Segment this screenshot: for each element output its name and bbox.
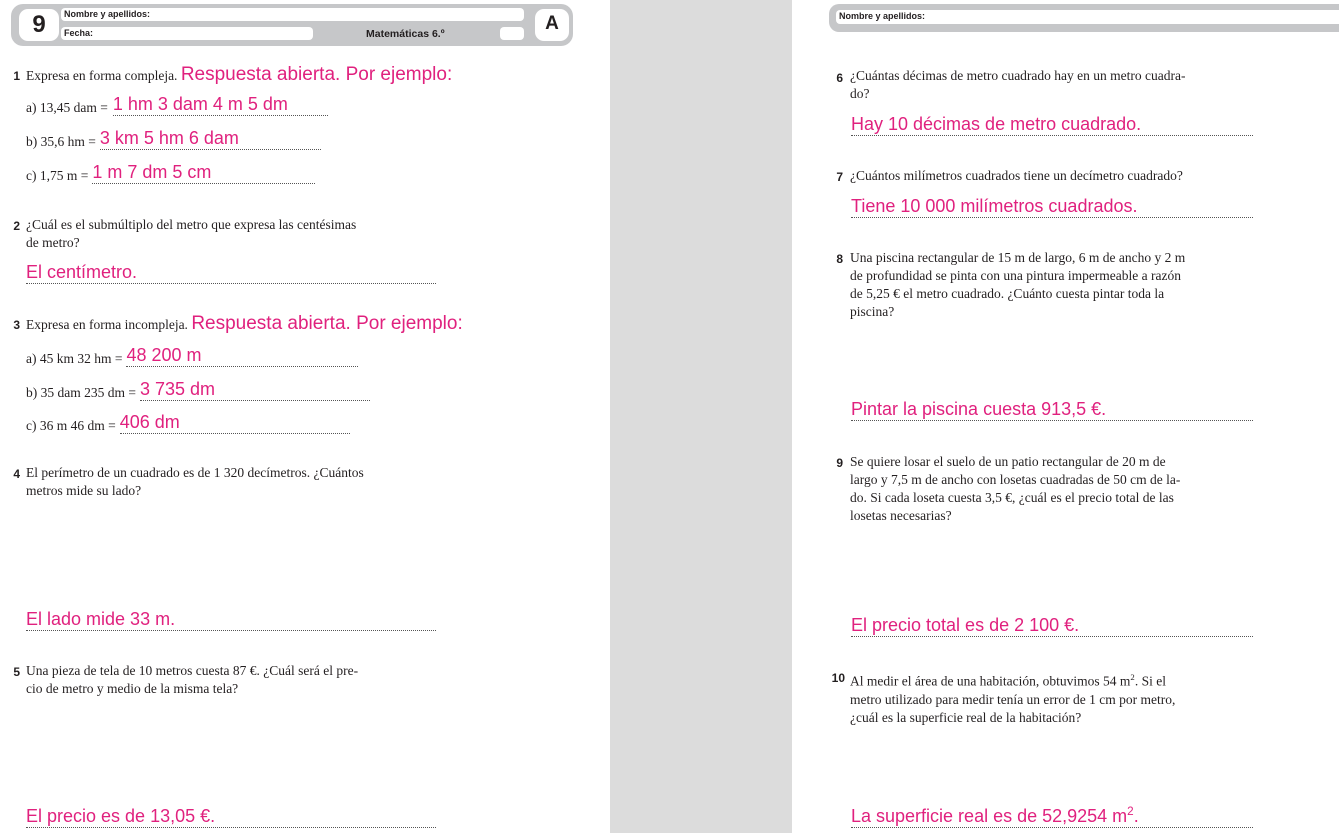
question-text: El perímetro de un cuadrado es de 1 320 decímetros. ¿Cuántos	[26, 465, 364, 480]
item-label: a) 13,45 dam =	[26, 100, 108, 115]
question-text: Una piscina rectangular de 15 m de largo, 6 m de ancho y 2 m	[850, 250, 1186, 265]
item-label: b) 35 dam 235 dm =	[26, 385, 136, 400]
answer-row	[26, 128, 321, 150]
question-number: 1	[13, 69, 20, 83]
question-text: losetas necesarias?	[850, 508, 952, 523]
question-text: Expresa en forma incompleja.	[26, 317, 188, 332]
answer-text: 406 dm	[120, 412, 350, 434]
question-7	[850, 167, 1183, 185]
question-10	[850, 668, 1254, 727]
answer-text: Hay 10 décimas de metro cuadrado.	[851, 114, 1253, 136]
question-text: Al medir el área de una habitación, obtuvimos 54 $m^2$. Si el	[850, 672, 1166, 689]
answer-text: El precio es de 13,05 €.	[26, 806, 436, 828]
subject-label: Matemáticas 6.º	[366, 28, 445, 40]
item-label: b) 35,6 hm =	[26, 134, 96, 149]
question-number: 4	[13, 467, 20, 481]
question-text: largo y 7,5 m de ancho con losetas cuadradas de 50 cm de la-	[850, 472, 1181, 487]
question-text: de 5,25 € el metro cuadrado. ¿Cuánto cuesta pintar toda la	[850, 286, 1165, 301]
question-text: piscina?	[850, 304, 895, 319]
worksheet-header	[11, 4, 573, 46]
question-text: cio de metro y medio de la misma tela?	[26, 681, 239, 696]
question-text: Expresa en forma compleja.	[26, 68, 178, 83]
answer-text: Pintar la piscina cuesta 913,5 €.	[851, 399, 1253, 421]
answer-row	[26, 379, 370, 401]
answer-text: La superficie real es de 52,9254 $m^2$.	[851, 805, 1253, 828]
question-text: metros mide su lado?	[26, 483, 142, 498]
answer-row	[26, 345, 358, 367]
answer-row	[26, 94, 328, 116]
answer-text: El precio total es de 2 100 €.	[851, 615, 1253, 637]
question-3	[26, 315, 463, 334]
answer-text: 1 m 7 dm 5 cm	[92, 162, 315, 184]
question-text: de metro?	[26, 235, 80, 250]
question-text: Una pieza de tela de 10 metros cuesta 87 €. ¿Cuál será el pre-	[26, 663, 359, 678]
question-text: metro utilizado para medir tenía un error de 1 cm por metro,	[850, 691, 1176, 707]
question-number: 6	[836, 71, 843, 85]
hint-text: Respuesta abierta. Por ejemplo:	[191, 313, 463, 334]
hint-text: Respuesta abierta. Por ejemplo:	[180, 64, 453, 85]
grade-box[interactable]	[500, 27, 524, 40]
question-text: ¿Cuántos milímetros cuadrados tiene un decímetro cuadrado?	[850, 168, 1183, 183]
question-6	[850, 67, 1254, 103]
question-number: 3	[13, 318, 20, 332]
question-text: do. Si cada loseta cuesta 3,5 €, ¿cuál es el precio total de las	[850, 490, 1174, 505]
page-gutter	[610, 0, 792, 833]
question-4	[26, 464, 364, 500]
question-number: 5	[13, 665, 20, 679]
answer-text: 48 200 m	[126, 345, 357, 367]
left-page	[0, 0, 610, 833]
date-field[interactable]	[61, 27, 313, 40]
question-8	[850, 249, 1254, 321]
question-text: ¿Cuántas décimas de metro cuadrado hay en un metro cuadra-	[850, 68, 1186, 83]
item-label: a) 45 km 32 hm =	[26, 351, 123, 366]
unit-number-badge: 9	[19, 9, 59, 41]
answer-text: El centímetro.	[26, 262, 436, 284]
name-label: Nombre y apellidos:	[64, 9, 151, 19]
right-worksheet-header	[829, 4, 1339, 32]
level-letter-badge: A	[535, 9, 569, 41]
name-label: Nombre y apellidos:	[839, 11, 926, 21]
question-5	[26, 662, 358, 698]
question-number: 2	[13, 219, 20, 233]
answer-row	[26, 162, 315, 184]
item-label: c) 1,75 m =	[26, 168, 89, 183]
answer-text: Tiene 10 000 milímetros cuadrados.	[851, 196, 1253, 218]
name-field[interactable]	[836, 10, 1339, 24]
answer-text: 3 km 5 hm 6 dam	[100, 128, 321, 150]
question-text: de profundidad se pinta con una pintura impermeable a razón	[850, 268, 1182, 283]
question-number: 10	[831, 671, 845, 685]
question-text: Se quiere losar el suelo de un patio rectangular de 20 m de	[850, 454, 1166, 469]
question-1	[26, 66, 452, 85]
date-label: Fecha:	[64, 28, 94, 38]
answer-text: 1 hm 3 dam 4 m 5 dm	[113, 94, 328, 116]
question-text: ¿Cuál es el submúltiplo del metro que expresa las centésimas	[26, 217, 357, 232]
item-label: c) 36 m 46 dm =	[26, 418, 116, 433]
question-text: do?	[850, 86, 870, 101]
answer-text: El lado mide 33 m.	[26, 609, 436, 631]
name-field[interactable]	[61, 8, 524, 21]
question-text: ¿cuál es la superficie real de la habitación?	[850, 709, 1082, 725]
answer-text: 3 735 dm	[140, 379, 370, 401]
question-number: 7	[836, 170, 843, 184]
question-9	[850, 453, 1254, 525]
answer-row	[26, 412, 350, 434]
question-number: 8	[836, 252, 843, 266]
question-2	[26, 216, 356, 252]
question-number: 9	[836, 456, 843, 470]
